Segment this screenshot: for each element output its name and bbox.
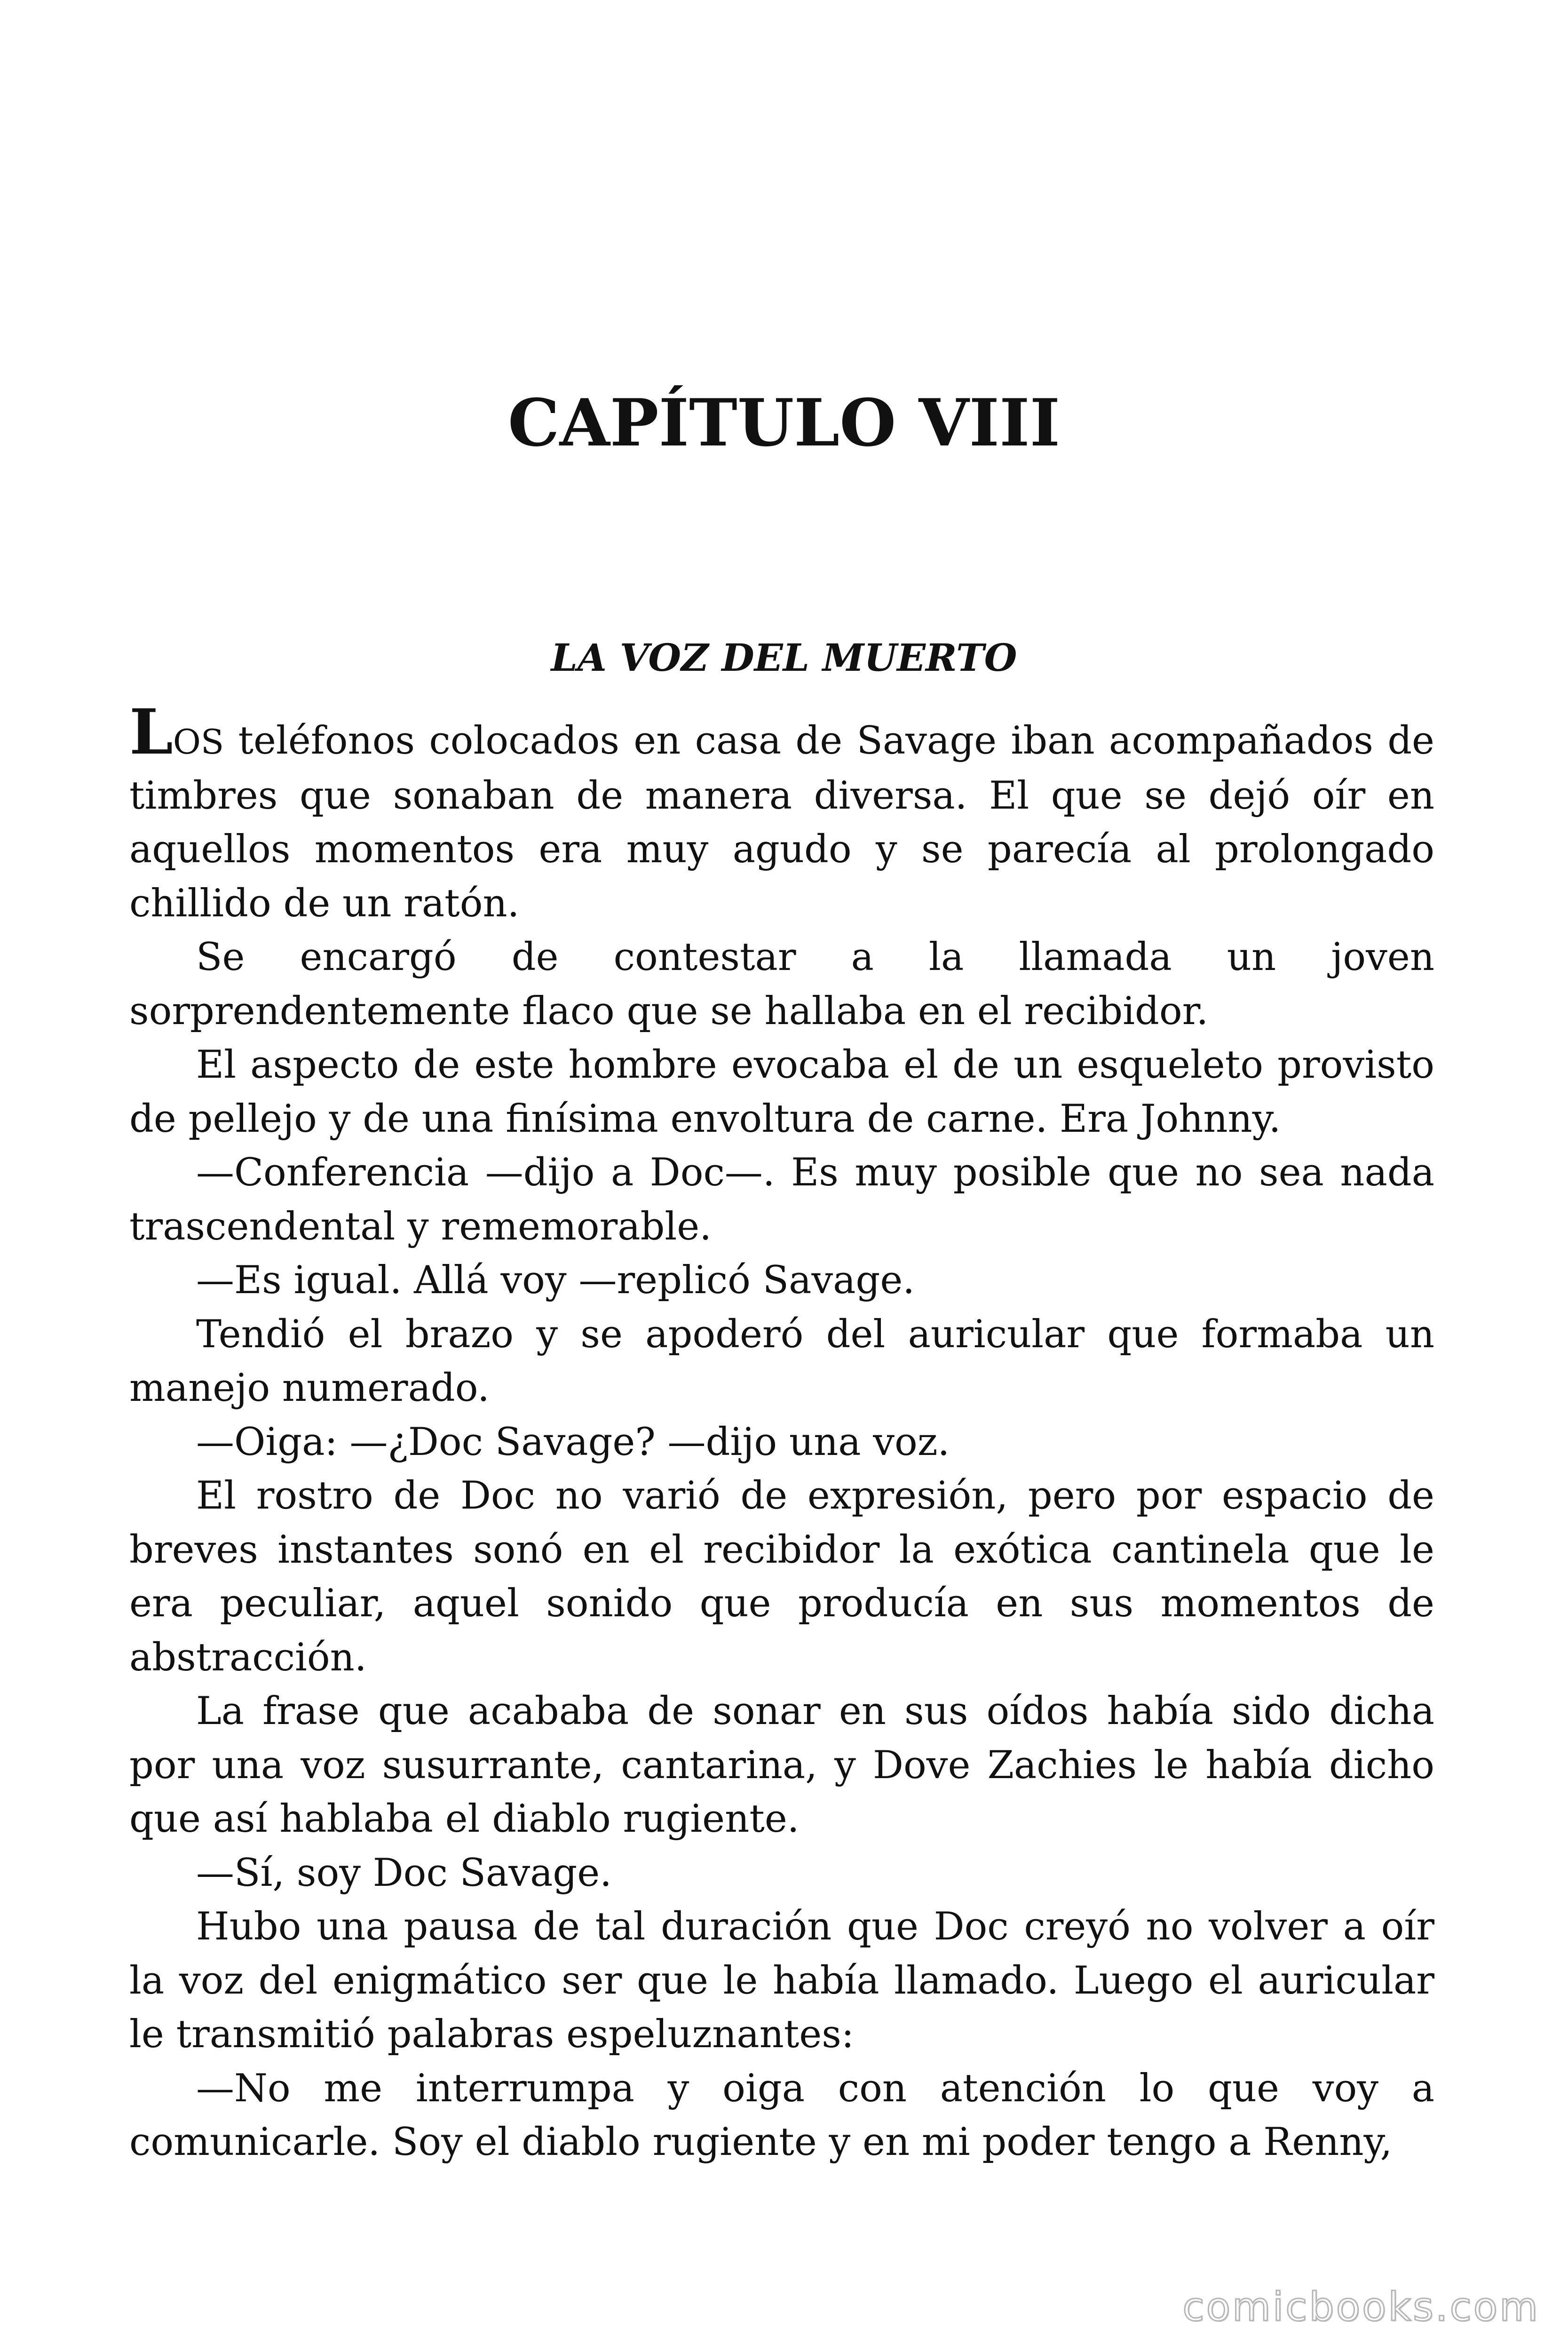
paragraph: Hubo una pausa de tal duración que Doc creyó no volver a oír la voz del enigmático ser que le había llamado. Luego el auricular le transmitió palabras espeluznantes: (129, 1905, 1434, 2057)
watermark: comicbooks.com (1182, 2284, 1540, 2330)
paragraph: —Es igual. Allá voy —replicó Savage. (196, 1258, 915, 1303)
small-caps-lead: OS (173, 722, 224, 762)
chapter-title: CAPÍTULO VIII (507, 384, 1061, 461)
paragraph: La frase que acababa de sonar en sus oídos había sido dicha por una voz susurrante, cantarina, y Dove Zachies le había dicho que así hablaba el diablo rugiente. (129, 1689, 1434, 1841)
paragraph: El rostro de Doc no varió de expresión, pero por espacio de breves instantes sonó en el recibidor la exótica cantinela que le era peculiar, aquel sonido que producía en sus momentos de abstracción. (129, 1474, 1434, 1680)
first-paragraph (129, 696, 1434, 930)
first-paragraph-text: teléfonos colocados en casa de Savage iban acompañados de timbres que sonaban de manera diversa. El que se dejó oír en aquellos momentos era muy agudo y se parecía al prolongado chillido de un ratón. (129, 719, 1434, 926)
paragraph: —Sí, soy Doc Savage. (196, 1851, 612, 1895)
paragraph: Tendió el brazo y se apoderó del auricular que formaba un manejo numerado. (129, 1312, 1434, 1410)
paragraph: —No me interrumpa y oiga con atención lo que voy a comunicarle. Soy el diablo rugiente y en mi poder tengo a Renny, (129, 2066, 1434, 2164)
body-text (129, 696, 1434, 2169)
chapter-subtitle: LA VOZ DEL MUERTO (551, 636, 1017, 680)
paragraph: —Conferencia —dijo a Doc—. Es muy posible que no sea nada trascendental y rememorable. (129, 1151, 1434, 1249)
drop-cap: L (129, 696, 173, 769)
paragraph: —Oiga: —¿Doc Savage? —dijo una voz. (196, 1420, 950, 1464)
paragraph: El aspecto de este hombre evocaba el de un esqueleto provisto de pellejo y de una finísima envoltura de carne. Era Johnny. (129, 1043, 1434, 1141)
paragraph: Se encargó de contestar a la llamada un joven sorprendentemente flaco que se hallaba en el recibidor. (129, 935, 1434, 1033)
